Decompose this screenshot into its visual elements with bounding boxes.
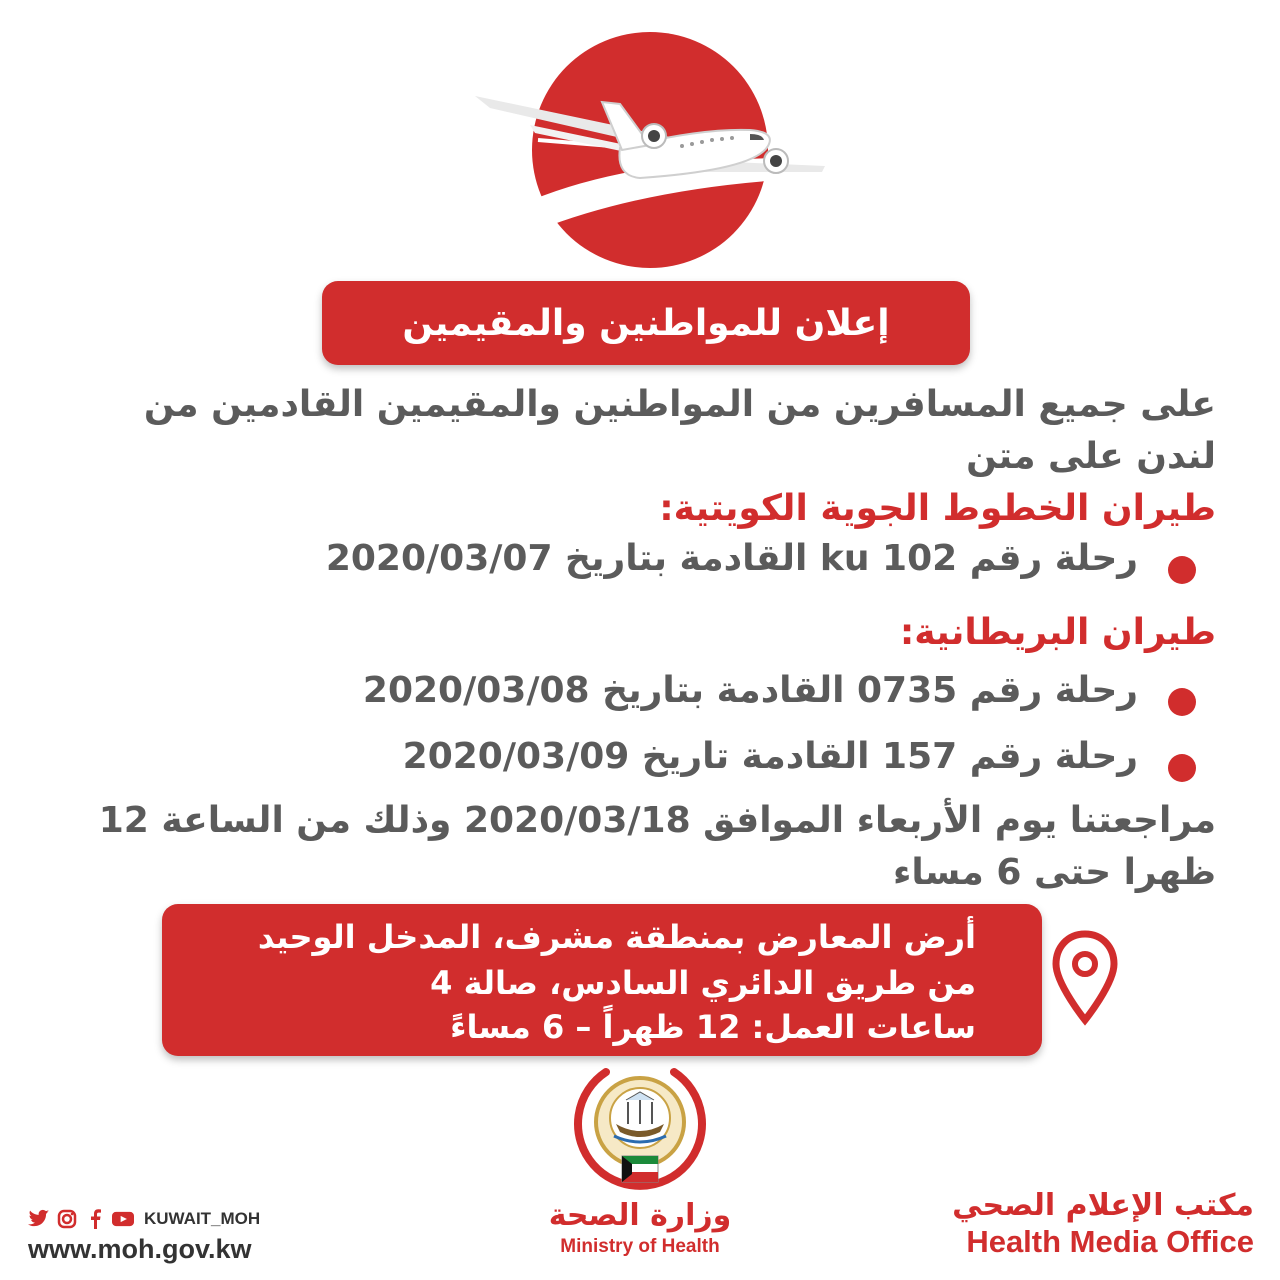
location-pin-icon xyxy=(1052,930,1118,1026)
flight-item: رحلة رقم 102 ku القادمة بتاريخ 2020/03/07 xyxy=(325,538,1138,579)
flight-item: رحلة رقم 157 القادمة تاريخ 2020/03/09 xyxy=(402,736,1138,777)
kuwait-emblem-icon xyxy=(570,1062,710,1198)
ministry-name-english: Ministry of Health xyxy=(560,1236,720,1257)
twitter-icon[interactable] xyxy=(28,1208,50,1230)
visit-line-2: ظهرا حتى 6 مساء xyxy=(893,852,1216,893)
bullet-dot xyxy=(1168,556,1196,584)
location-line-2: من طريق الدائري السادس، صالة 4 xyxy=(430,964,976,1002)
instagram-icon[interactable] xyxy=(56,1208,78,1230)
office-name-english: Health Media Office xyxy=(966,1224,1254,1259)
airline-kuwait-heading: طيران الخطوط الجوية الكويتية: xyxy=(659,488,1216,529)
ministry-name-arabic: وزارة الصحة xyxy=(548,1198,732,1233)
facebook-icon[interactable] xyxy=(84,1208,106,1230)
website-link[interactable]: www.moh.gov.kw xyxy=(28,1234,252,1264)
social-links xyxy=(28,1208,260,1230)
flight-item: رحلة رقم 0735 القادمة بتاريخ 2020/03/08 xyxy=(362,670,1138,711)
location-line-1: أرض المعارض بمنطقة مشرف، المدخل الوحيد xyxy=(257,918,976,956)
visit-line-1: مراجعتنا يوم الأربعاء الموافق 2020/03/18 وذلك من الساعة 12 xyxy=(98,800,1216,841)
airline-british-heading: طيران البريطانية: xyxy=(899,612,1216,653)
location-info-box xyxy=(162,904,1042,1056)
youtube-icon[interactable] xyxy=(112,1208,134,1230)
intro-line-1: على جميع المسافرين من المواطنين والمقيمين القادمين من xyxy=(143,384,1216,425)
intro-line-2: لندن على متن xyxy=(966,436,1216,477)
bullet-dot xyxy=(1168,688,1196,716)
office-name-arabic: مكتب الإعلام الصحي xyxy=(952,1188,1254,1223)
airplane-icon xyxy=(450,30,850,270)
social-handle[interactable]: KUWAIT_MOH xyxy=(144,1209,261,1228)
location-hours: ساعات العمل: 12 ظهراً – 6 مساءً xyxy=(450,1008,976,1046)
announcement-title: إعلان للمواطنين والمقيمين xyxy=(402,302,890,344)
bullet-dot xyxy=(1168,754,1196,782)
announcement-title-banner xyxy=(322,281,970,365)
